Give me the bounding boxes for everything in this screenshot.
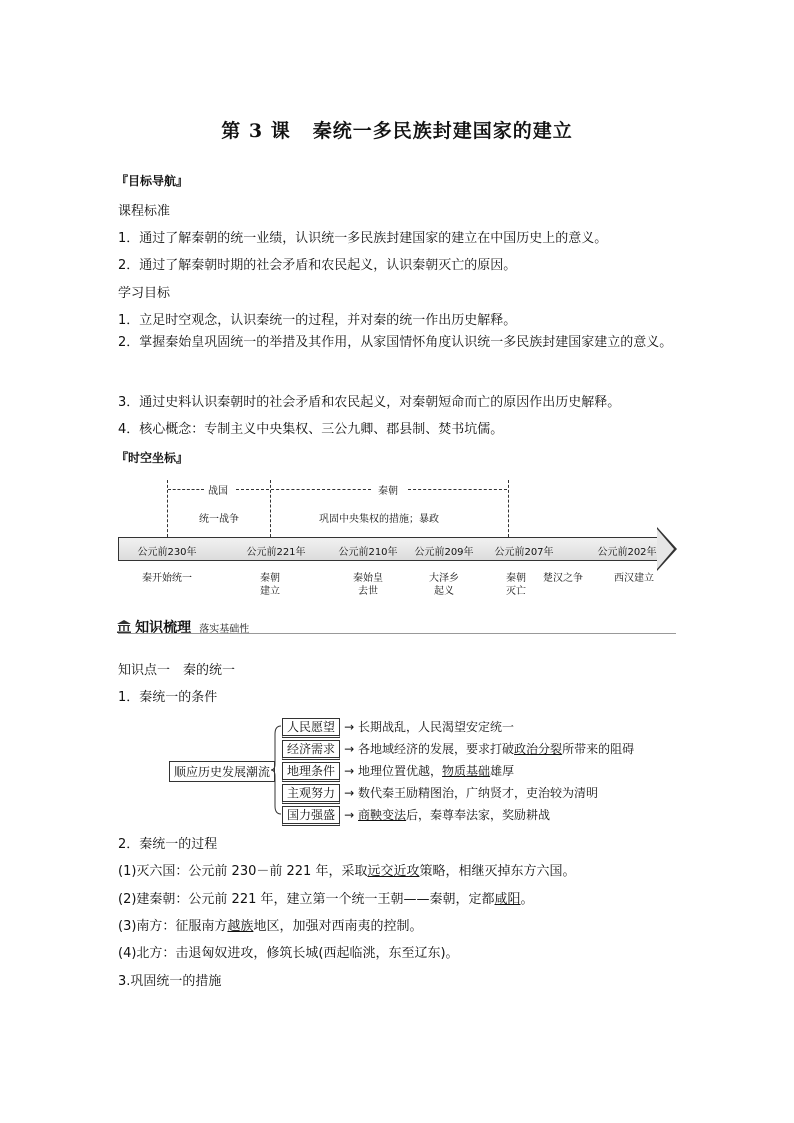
timeline-tick: 公元前230年 [137, 547, 197, 558]
timeline-event: 楚汉之争 [543, 573, 583, 584]
diagram-branch: 地理条件 → 地理位置优越，物质基础雄厚 [282, 762, 514, 779]
timeline-tick: 公元前207年 [494, 547, 554, 558]
learning-goal-item: 1．立足时空观念，认识秦统一的过程，并对秦的统一作出历史解释。 [118, 313, 517, 328]
kp1-paragraph: (4)北方：击退匈奴进攻，修筑长城(西起临洮，东至辽东)。 [118, 946, 459, 961]
period-bracket [168, 489, 204, 490]
section-divider [118, 633, 676, 634]
timeline-event: 秦始皇 去世 [353, 573, 383, 597]
period-desc: 巩固中央集权的措施；暴政 [319, 514, 439, 525]
course-standard-item: 2．通过了解秦朝时期的社会矛盾和农民起义，认识秦朝灭亡的原因。 [118, 258, 517, 273]
page-title: 第 3 课 秦统一多民族封建国家的建立 [221, 120, 573, 142]
kp1-subheading: 1．秦统一的条件 [118, 690, 218, 705]
timeline-tick: 公元前210年 [338, 547, 398, 558]
knowledge-title: 知识梳理 [135, 620, 192, 636]
period-bracket [271, 489, 371, 490]
timeline-tick: 公元前209年 [414, 547, 474, 558]
kp1-title: 知识点一 秦的统一 [118, 663, 236, 678]
goal-nav-heading: 『目标导航』 [116, 174, 189, 188]
timeline-event: 秦朝 灭亡 [506, 573, 526, 597]
timeline-arrowhead-fill [657, 529, 674, 569]
course-standard-heading: 课程标准 [118, 204, 171, 219]
kp1-paragraph: (3)南方：征服南方越族地区，加强对西南夷的控制。 [118, 919, 423, 934]
timeline-heading: 『时空坐标』 [116, 451, 189, 465]
period-bracket [236, 489, 269, 490]
kp1-subheading: 2．秦统一的过程 [118, 837, 218, 852]
learning-goal-item: 2．掌握秦始皇巩固统一的举措及其作用，从家国情怀角度认识统一多民族封建国家建立的意义。 [118, 335, 673, 350]
timeline-event: 秦开始统一 [142, 573, 192, 584]
timeline-event: 西汉建立 [614, 573, 654, 584]
learning-goal-item: 3．通过史料认识秦朝时的社会矛盾和农民起义，对秦朝短命而亡的原因作出历史解释。 [118, 395, 621, 410]
temple-icon [117, 620, 131, 633]
knowledge-header [117, 617, 249, 637]
timeline-tick: 公元前221年 [246, 547, 306, 558]
course-standard-item: 1．通过了解秦朝的统一业绩，认识统一多民族封建国家的建立在中国历史上的意义。 [118, 231, 608, 246]
diagram-branch: 主观努力 → 数代秦王励精图治，广纳贤才，吏治较为清明 [282, 784, 598, 801]
learning-goals-heading: 学习目标 [118, 286, 171, 301]
period-name: 秦朝 [378, 486, 398, 497]
timeline-event: 秦朝 建立 [260, 573, 280, 597]
kp1-subheading: 3.巩固统一的措施 [118, 974, 222, 989]
kp1-paragraph: (1)灭六国：公元前 230－前 221 年，采取远交近攻策略，相继灭掉东方六国。 [118, 864, 576, 879]
period-bracket [408, 489, 507, 490]
timeline-tick: 公元前202年 [597, 547, 657, 558]
kp1-paragraph: (2)建秦朝：公元前 221 年，建立第一个统一王朝——秦朝，定都咸阳。 [118, 892, 534, 907]
learning-goal-item: 4．核心概念：专制主义中央集权、三公九卿、郡县制、焚书坑儒。 [118, 422, 504, 437]
diagram-branch: 人民愿望 → 长期战乱，人民渴望安定统一 [282, 718, 514, 735]
timeline-event: 大泽乡 起义 [429, 573, 459, 597]
diagram-branch: 国力强盛 → 商鞅变法后，秦尊奉法家，奖励耕战 [282, 806, 550, 823]
period-desc: 统一战争 [199, 514, 239, 525]
timeline-divider [508, 480, 509, 537]
diagram-branch: 经济需求 → 各地域经济的发展，要求打破政治分裂所带来的阻碍 [282, 740, 634, 757]
period-name: 战国 [208, 486, 228, 497]
diagram-root: 顺应历史发展潮流 [169, 761, 275, 782]
knowledge-subtitle: 落实基础性 [199, 624, 250, 635]
